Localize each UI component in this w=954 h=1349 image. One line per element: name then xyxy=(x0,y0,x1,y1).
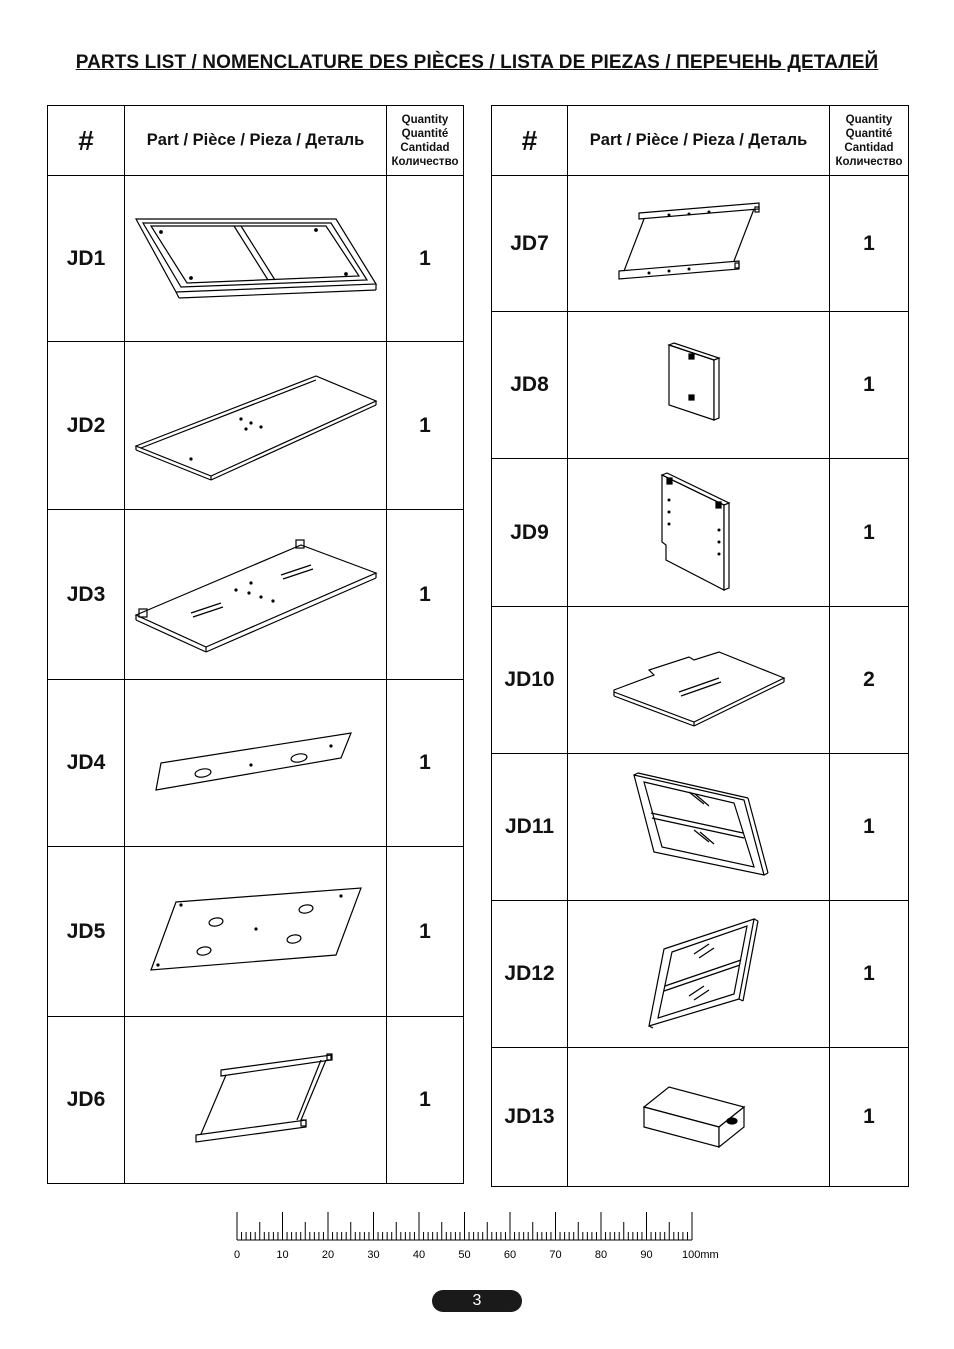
table-row xyxy=(48,1017,464,1184)
table-row xyxy=(48,510,464,680)
back-panel-icon xyxy=(131,728,381,798)
header-qty-fr: Quantité xyxy=(401,127,449,140)
part-image xyxy=(568,607,830,754)
part-code: JD3 xyxy=(48,510,125,680)
table-header-row xyxy=(492,106,909,176)
part-code: JD5 xyxy=(48,847,125,1017)
part-quantity: 1 xyxy=(387,510,464,680)
part-image xyxy=(125,680,387,847)
part-quantity: 1 xyxy=(387,1017,464,1184)
frame-panel-icon xyxy=(131,214,381,304)
part-image xyxy=(568,176,830,312)
part-image xyxy=(125,176,387,342)
header-qty-fr: Quantité xyxy=(845,127,893,140)
part-image xyxy=(568,901,830,1048)
ruler-label: 50 xyxy=(458,1249,471,1261)
part-code: JD10 xyxy=(492,607,568,754)
measurement-ruler xyxy=(232,1212,732,1272)
part-quantity: 1 xyxy=(830,459,909,607)
part-code: JD6 xyxy=(48,1017,125,1184)
ruler-label: 80 xyxy=(594,1249,608,1261)
table-row xyxy=(48,680,464,847)
part-code: JD9 xyxy=(492,459,568,607)
part-quantity: 1 xyxy=(830,754,909,901)
part-code: JD4 xyxy=(48,680,125,847)
ruler-label: 70 xyxy=(549,1249,562,1261)
parts-table-left xyxy=(47,105,464,1184)
table-row xyxy=(492,901,909,1048)
side-frame-icon xyxy=(609,199,789,289)
table-row xyxy=(492,1048,909,1187)
rear-board-icon xyxy=(131,887,381,977)
table-row xyxy=(492,312,909,459)
part-quantity: 1 xyxy=(830,1048,909,1187)
header-qty-ru: Количество xyxy=(391,155,459,168)
part-quantity: 1 xyxy=(830,312,909,459)
part-code: JD8 xyxy=(492,312,568,459)
part-image xyxy=(125,342,387,510)
table-row xyxy=(492,754,909,901)
part-image xyxy=(568,754,830,901)
header-number: # xyxy=(48,106,125,176)
table-header-row xyxy=(48,106,464,176)
header-part: Part / Pièce / Pieza / Деталь xyxy=(125,106,387,176)
part-code: JD2 xyxy=(48,342,125,510)
bottom-panel-icon xyxy=(131,535,381,655)
table-row xyxy=(492,607,909,754)
shelf-icon xyxy=(609,630,789,730)
page-title: PARTS LIST / NOMENCLATURE DES PIÈCES / LISTA DE PIEZAS / ПЕРЕЧЕНЬ ДЕТАЛЕЙ xyxy=(75,52,879,73)
page-number: 3 xyxy=(432,1290,522,1312)
ruler-label: 40 xyxy=(412,1249,426,1261)
part-quantity: 2 xyxy=(830,607,909,754)
glass-door-icon xyxy=(629,770,769,885)
ruler-label: 30 xyxy=(367,1249,380,1261)
part-quantity: 1 xyxy=(387,680,464,847)
part-code: JD1 xyxy=(48,176,125,342)
top-panel-icon xyxy=(131,371,381,481)
block-icon xyxy=(639,1082,759,1152)
glass-door-icon xyxy=(634,914,764,1034)
table-row xyxy=(492,459,909,607)
part-image xyxy=(568,1048,830,1187)
header-qty-es: Cantidad xyxy=(400,141,450,154)
side-frame-icon xyxy=(131,1050,381,1150)
table-row xyxy=(48,176,464,342)
ruler-label: 100mm xyxy=(682,1249,719,1261)
part-quantity: 1 xyxy=(830,176,909,312)
ruler-label: 10 xyxy=(276,1249,289,1261)
table-row xyxy=(48,342,464,510)
header-part: Part / Pièce / Pieza / Деталь xyxy=(568,106,830,176)
divider-panel-icon xyxy=(654,470,744,595)
part-quantity: 1 xyxy=(387,176,464,342)
part-code: JD11 xyxy=(492,754,568,901)
part-image xyxy=(568,459,830,607)
header-qty-ru: Количество xyxy=(835,155,903,168)
part-image xyxy=(568,312,830,459)
part-code: JD12 xyxy=(492,901,568,1048)
parts-table-right xyxy=(491,105,909,1187)
table-row xyxy=(48,847,464,1017)
ruler-label: 20 xyxy=(321,1249,335,1261)
header-qty-es: Cantidad xyxy=(844,141,894,154)
part-image xyxy=(125,510,387,680)
small-panel-icon xyxy=(659,340,739,430)
part-quantity: 1 xyxy=(387,342,464,510)
header-quantity xyxy=(387,106,464,176)
ruler-label: 0 xyxy=(233,1249,241,1261)
ruler-label: 90 xyxy=(640,1249,653,1261)
header-qty-en: Quantity xyxy=(401,113,449,126)
part-quantity: 1 xyxy=(387,847,464,1017)
ruler-label: 60 xyxy=(503,1249,517,1261)
header-number: # xyxy=(492,106,568,176)
part-image xyxy=(125,1017,387,1184)
header-qty-en: Quantity xyxy=(845,113,893,126)
part-image xyxy=(125,847,387,1017)
table-row xyxy=(492,176,909,312)
part-quantity: 1 xyxy=(830,901,909,1048)
part-code: JD7 xyxy=(492,176,568,312)
part-code: JD13 xyxy=(492,1048,568,1187)
header-quantity xyxy=(830,106,909,176)
